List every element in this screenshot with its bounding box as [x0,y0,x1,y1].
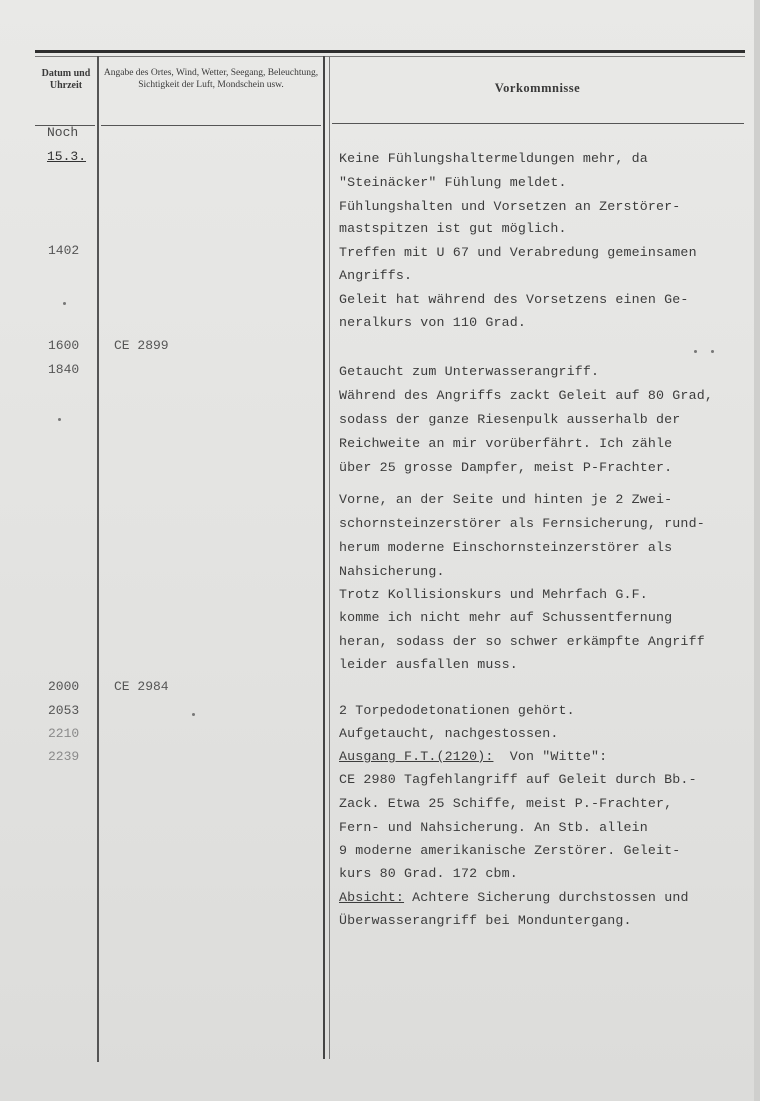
entry-line-ausgang [339,749,607,764]
ink-dot [711,350,714,353]
entry-line: Aufgetaucht, nachgestossen. [339,726,559,741]
entry-line: komme ich nicht mehr auf Schussentfernung [339,610,673,625]
date-value: 15.3. [47,149,87,164]
entry-line: Während des Angriffs zackt Geleit auf 80 Grad, [339,388,713,403]
ink-dot [694,350,697,353]
entry-line: Angriffs. [339,268,413,283]
entry-line: 2 Torpedodetonationen gehört. [339,703,575,718]
entry-line: Überwasserangriff bei Monduntergang. [339,913,632,928]
entry-line: 9 moderne amerikanische Zerstörer. Geleit- [339,843,681,858]
absicht-text: Achtere Sicherung durchstossen und [404,890,689,905]
time-entry: 2000 [48,679,80,694]
time-entry: 1840 [48,362,80,377]
entry-line: CE 2980 Tagfehlangriff auf Geleit durch Bb.- [339,772,697,787]
ink-dot [192,713,195,716]
header-vorkommnisse: Vorkommnisse [494,81,581,95]
column-divider-1 [97,56,99,1062]
entry-line: mastspitzen ist gut möglich. [339,221,567,236]
entry-line: sodass der ganze Riesenpulk ausserhalb der [339,412,681,427]
entry-line: Fühlungshalten und Vorsetzen an Zerstörer- [339,199,681,214]
location-entry: CE 2899 [114,338,169,353]
time-entry: 1600 [48,338,80,353]
entry-line: Keine Fühlungshaltermeldungen mehr, da [339,151,648,166]
entry-line: herum moderne Einschornsteinzerstörer als [339,540,673,555]
time-entry: 2239 [48,749,80,764]
page-edge [754,0,760,1101]
time-entry: 2210 [48,726,80,741]
location-entry: CE 2984 [114,679,169,694]
entry-line: Geleit hat während des Vorsetzens einen Ge- [339,292,689,307]
ink-dot [63,302,66,305]
absicht-label: Absicht: [339,890,405,905]
entry-line: Fern- und Nahsicherung. An Stb. allein [339,820,648,835]
entry-line: Trotz Kollisionskurs und Mehrfach G.F. [339,587,648,602]
header-rule-vorkommnisse [332,123,744,124]
ausgang-label: Ausgang F.T.(2120): [339,749,494,764]
entry-line: kurs 80 Grad. 172 cbm. [339,866,518,881]
entry-line: "Steinäcker" Fühlung meldet. [339,175,567,190]
top-rule [35,50,745,53]
time-entry: 1402 [48,243,80,258]
entry-line: Vorne, an der Seite und hinten je 2 Zwei- [339,492,673,507]
ink-dot [58,418,61,421]
column-divider-2b [329,56,330,1059]
entry-line: Treffen mit U 67 und Verabredung gemeinsamen [339,245,697,260]
header-rule-angabe [101,125,321,126]
top-rule-thin [35,56,745,57]
header-angabe: Angabe des Ortes, Wind, Wetter, Seegang, Beleuchtung, Sichtigkeit der Luft, Mondschein usw. [103,68,319,90]
header-datum: Datum und Uhrzeit [41,68,91,91]
entry-line: Reichweite an mir vorüberfährt. Ich zähle [339,436,673,451]
entry-line: schornsteinzerstörer als Fernsicherung, rund- [339,516,705,531]
time-entry: 2053 [48,703,80,718]
entry-line: Nahsicherung. [339,564,445,579]
entry-line: über 25 grosse Dampfer, meist P-Frachter. [339,460,673,475]
entry-line: leider ausfallen muss. [339,657,518,672]
entry-line: neralkurs von 110 Grad. [339,315,526,330]
entry-line-absicht [339,890,689,905]
ausgang-sender: Von "Witte": [493,749,608,764]
entry-line: Getaucht zum Unterwasserangriff. [339,364,600,379]
entry-line: Zack. Etwa 25 Schiffe, meist P.-Frachter, [339,796,673,811]
date-noch: Noch [47,125,79,140]
column-divider-2 [323,56,325,1059]
entry-line: heran, sodass der so schwer erkämpfte Angriff [339,634,705,649]
